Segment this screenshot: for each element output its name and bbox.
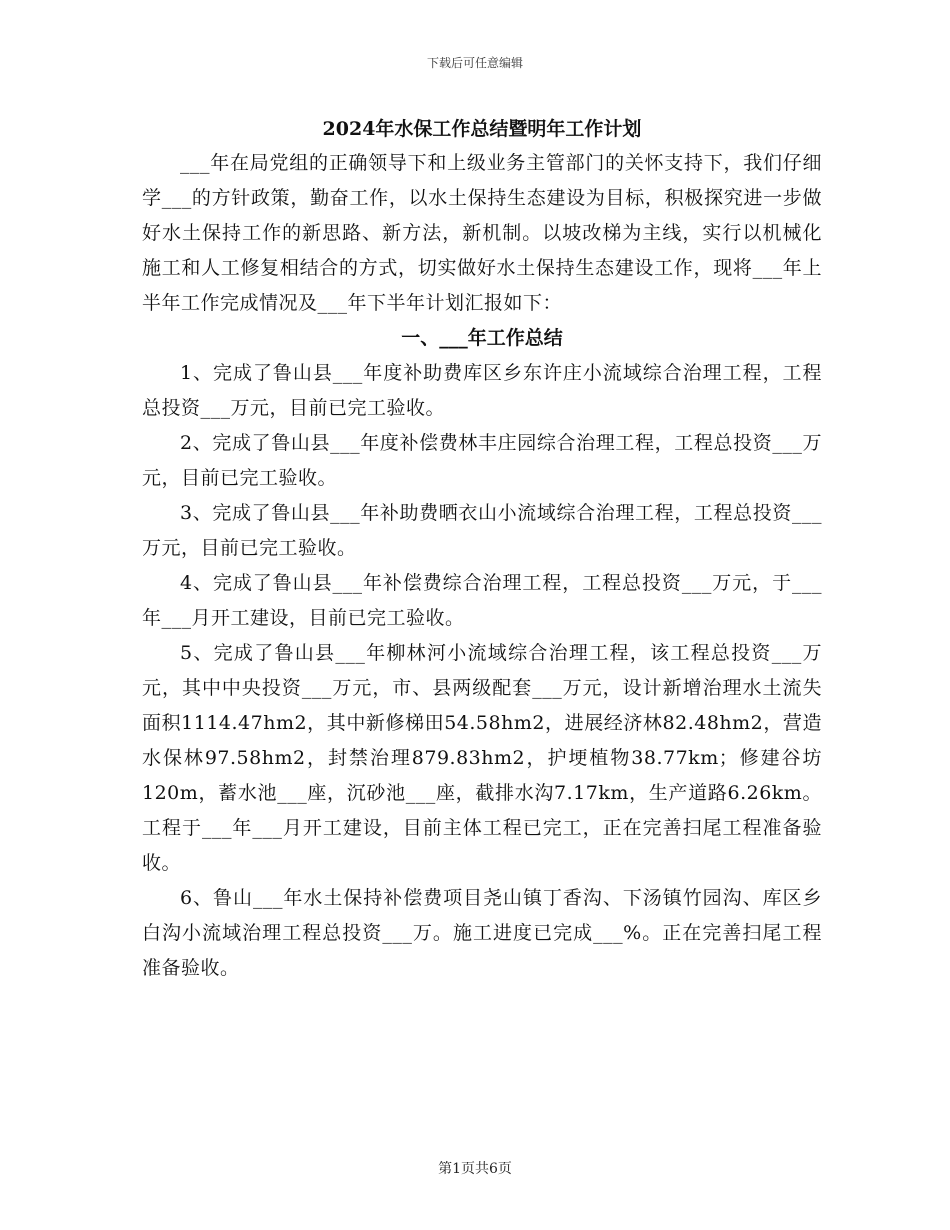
- summary-item-2: 2、完成了鲁山县___年度补偿费林丰庄园综合治理工程，工程总投资___万元，目前已完工验收。: [142, 432, 822, 489]
- document-body: [142, 112, 822, 986]
- page-number: 第1页共6页: [438, 1161, 512, 1177]
- summary-item-1: 1、完成了鲁山县___年度补助费库区乡东许庄小流域综合治理工程，工程总投资___万元，目前已完工验收。: [142, 362, 822, 419]
- summary-item-4: 4、完成了鲁山县___年补偿费综合治理工程，工程总投资___万元，于___年___月开工建设，目前已完工验收。: [142, 572, 822, 629]
- page-header: 下载后可任意编辑: [426, 56, 523, 70]
- summary-item-5: 5、完成了鲁山县___年柳林河小流域综合治理工程，该工程总投资___万元，其中中央投资___万元，市、县两级配套___万元，设计新增治理水土流失面积1114.47hm2，其中新修梯田54.58hm2，进展经济林82.48hm2，营造水保林97.58hm2，封禁治理879.83hm2，护埂植物38.77km；修建谷坊120m，蓄水池___座，沉砂池___座，截排水沟7.17km，生产道路6.26km。工程于___年___月开工建设，目前主体工程已完工，正在完善扫尾工程准备验收。: [142, 642, 822, 874]
- summary-item-3: 3、完成了鲁山县___年补助费晒衣山小流域综合治理工程，工程总投资___万元，目前已完工验收。: [142, 502, 822, 559]
- document-title: 2024年水保工作总结暨明年工作计划: [322, 118, 642, 140]
- summary-item-6: 6、鲁山___年水土保持补偿费项目尧山镇丁香沟、下汤镇竹园沟、库区乡白沟小流域治理工程总投资___万。施工进度已完成___%。正在完善扫尾工程准备验收。: [142, 887, 822, 979]
- intro-paragraph: ___年在局党组的正确领导下和上级业务主管部门的关怀支持下，我们仔细学___的方针政策，勤奋工作，以水土保持生态建设为目标，积极探究进一步做好水土保持工作的新思路、新方法，新机制。以坡改梯为主线，实行以机械化施工和人工修复相结合的方式，切实做好水土保持生态建设工作，现将___年上半年工作完成情况及___年下半年计划汇报如下：: [142, 152, 822, 314]
- section-heading: 一、___年工作总结: [401, 327, 563, 349]
